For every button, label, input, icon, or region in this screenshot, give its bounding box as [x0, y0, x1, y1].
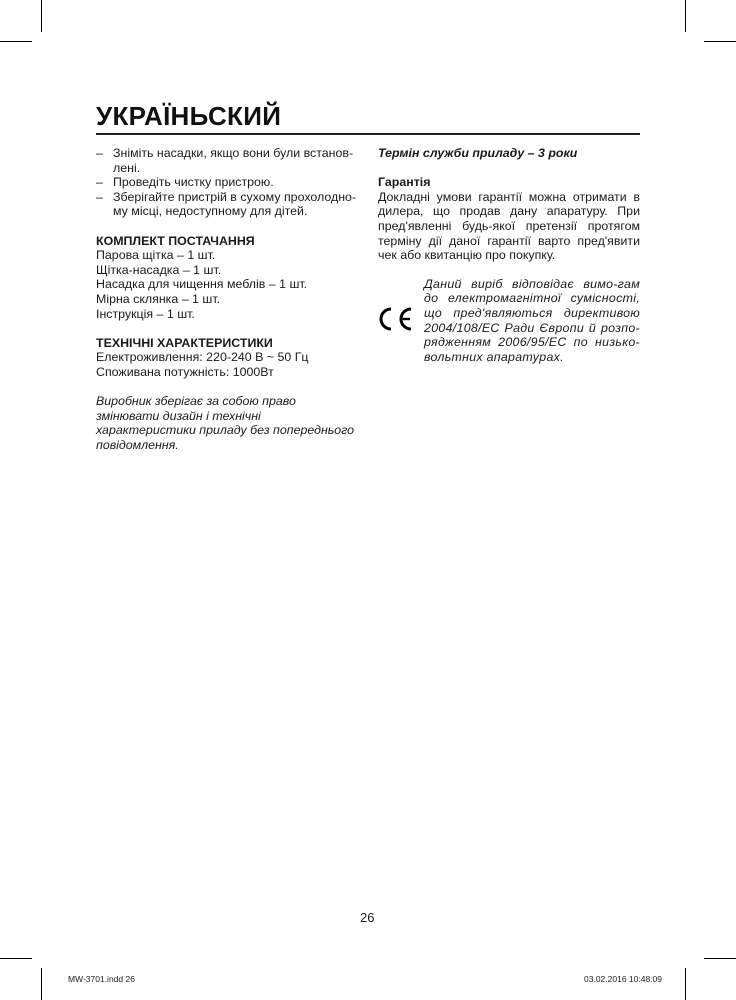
left-column [96, 146, 360, 452]
kit-item: Парова щітка – 1 шт. [96, 248, 216, 263]
crop-mark [41, 0, 42, 32]
crop-mark [704, 958, 736, 959]
ce-compliance-text: Даний виріб відповідає вимо-гам до електромагнітної сумісності, що пред'являються директивою 2004/108/ЕС Ради Європи й розпо-рядженням 2006/95/ЕС по низько-вольтних апаратурах. [424, 276, 640, 364]
page-number: 26 [360, 910, 375, 925]
kit-item: Інструкція – 1 шт. [96, 306, 195, 321]
list-item: – Проведіть чистку пристрою. [96, 175, 274, 190]
kit-item: Насадка для чищення меблів – 1 шт. [96, 277, 308, 292]
crop-mark [41, 968, 42, 1000]
kit-item: Щітка-насадка – 1 шт. [96, 262, 222, 277]
list-item: – Зніміть насадки, якщо вони були встанов-лені. [96, 146, 354, 175]
ce-mark-icon [378, 306, 416, 332]
kit-item: Мірна склянка – 1 шт. [96, 291, 221, 306]
footer-file: MW-3701.indd 26 [68, 974, 135, 984]
right-column [378, 146, 640, 364]
spec-item: Споживана потужність: 1000Вт [96, 364, 274, 379]
footer-timestamp: 03.02.2016 10:48:09 [584, 974, 662, 984]
service-life: Термін служби приладу – 3 роки [378, 146, 578, 160]
crop-mark [0, 41, 32, 42]
crop-mark [685, 968, 686, 1000]
disclaimer: Виробник зберігає за собою право змінювати дизайн і технічні характеристики приладу без попереднього повідомлення. [96, 394, 355, 452]
list-item: – Зберігайте пристрій в сухому прохолодно-му місці, недоступному для дітей. [96, 189, 357, 219]
spec-item: Електроживлення: 220-240 В ~ 50 Гц [96, 350, 309, 365]
crop-mark [704, 41, 736, 42]
warranty-text: Докладні умови гарантії можна отримати в дилера, що продав дану апаратуру. При пред'явленні будь-якої претензії протягом терміну дії даної гарантії варто пред'явити чек або квитанцію про покупку. [378, 189, 640, 263]
title-divider [96, 133, 640, 135]
page-title: УКРАЇНЬСКИЙ [96, 101, 282, 131]
ce-block [378, 277, 640, 365]
crop-mark [0, 958, 32, 959]
warranty-heading: Гарантія [378, 175, 431, 190]
kit-heading: КОМПЛЕКТ ПОСТАЧАННЯ [96, 233, 255, 248]
crop-mark [685, 0, 686, 32]
specs-heading: ТЕХНІЧНІ ХАРАКТЕРИСТИКИ [96, 335, 273, 350]
